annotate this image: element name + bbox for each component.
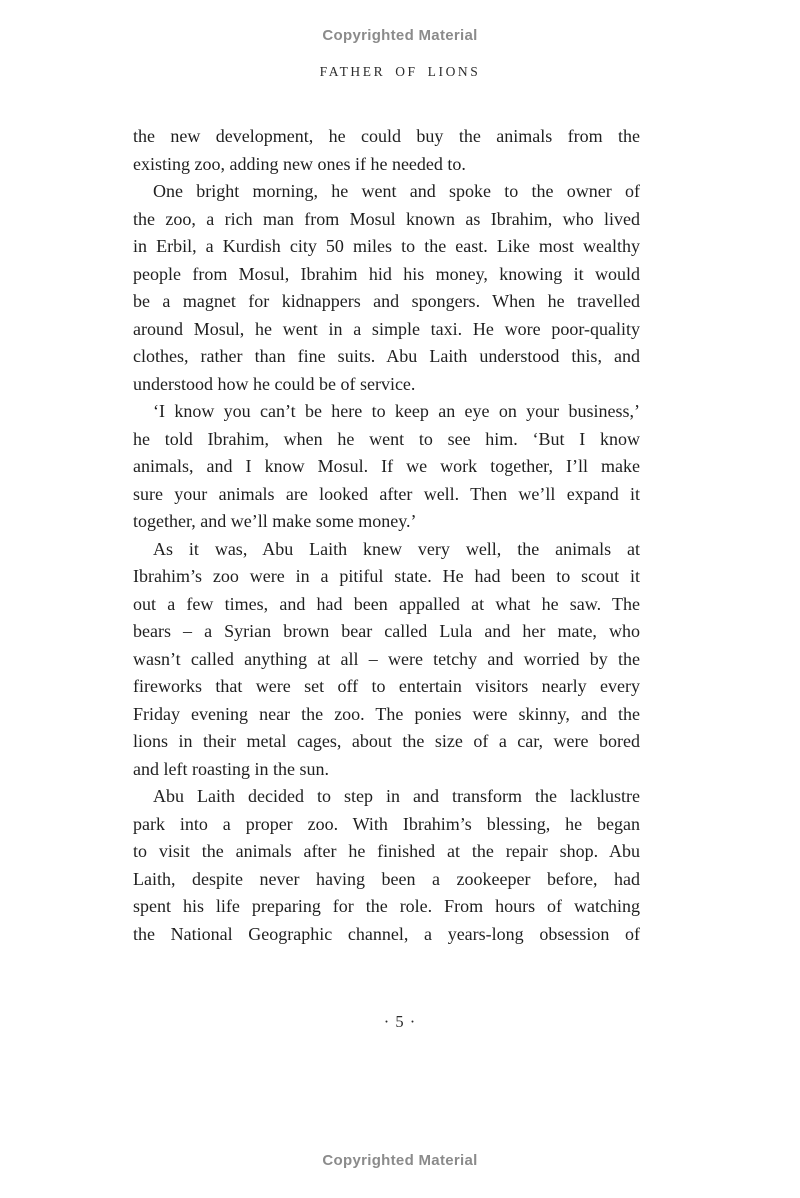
text-line: wasn’t called anything at all – were tetchy and worried by the	[133, 648, 640, 669]
text-line: As it was, Abu Laith knew very well, the animals at	[153, 538, 640, 559]
running-title: FATHER OF LIONS	[319, 64, 481, 79]
body-text	[133, 123, 640, 948]
text-line: the new development, he could buy the animals from the	[133, 126, 640, 146]
text-line: park into a proper zoo. With Ibrahim’s blessing, he began	[133, 813, 640, 834]
text-line: understood how he could be of service.	[133, 373, 416, 394]
text-line: the zoo, a rich man from Mosul known as Ibrahim, who lived	[133, 208, 640, 229]
text-line: existing zoo, adding new ones if he needed to.	[133, 153, 466, 174]
text-line: Abu Laith decided to step in and transform the lacklustre	[153, 786, 640, 806]
text-line: be a magnet for kidnappers and spongers. When he travelled	[133, 291, 640, 311]
text-line: lions in their metal cages, about the size of a car, were bored	[133, 731, 640, 751]
text-line: Ibrahim’s zoo were in a pitiful state. He had been to scout it	[133, 566, 640, 586]
text-line: Friday evening near the zoo. The ponies were skinny, and the	[133, 703, 640, 724]
text-line: spent his life preparing for the role. From hours of watching	[133, 896, 640, 916]
text-line: animals, and I know Mosul. If we work together, I’ll make	[133, 456, 640, 476]
text-line: he told Ibrahim, when he went to see him. ‘But I know	[133, 428, 640, 449]
text-line: to visit the animals after he finished at the repair shop. Abu	[133, 841, 640, 861]
text-line: in Erbil, a Kurdish city 50 miles to the east. Like most wealthy	[133, 236, 640, 256]
text-line: sure your animals are looked after well. Then we’ll expand it	[133, 483, 640, 504]
text-line: Laith, despite never having been a zookeeper before, had	[133, 868, 640, 889]
copyright-notice-top: Copyrighted Material	[322, 27, 478, 44]
page-number: · 5 ·	[383, 1012, 417, 1031]
text-line: ‘I know you can’t be here to keep an eye on your business,’	[153, 401, 640, 421]
text-line: clothes, rather than fine suits. Abu Laith understood this, and	[133, 346, 640, 366]
text-line: out a few times, and had been appalled at what he saw. The	[133, 593, 640, 614]
text-line: the National Geographic channel, a years-long obsession of	[133, 923, 640, 944]
copyright-notice-bottom: Copyrighted Material	[322, 1152, 478, 1169]
text-line: bears – a Syrian brown bear called Lula and her mate, who	[133, 621, 640, 641]
text-line: and left roasting in the sun.	[133, 758, 329, 779]
text-line: people from Mosul, Ibrahim hid his money, knowing it would	[133, 263, 640, 284]
text-line: One bright morning, he went and spoke to the owner of	[153, 181, 640, 201]
text-line: around Mosul, he went in a simple taxi. He wore poor-quality	[133, 318, 640, 339]
text-line: fireworks that were set off to entertain visitors nearly every	[133, 676, 640, 696]
text-line: together, and we’ll make some money.’	[133, 511, 417, 531]
